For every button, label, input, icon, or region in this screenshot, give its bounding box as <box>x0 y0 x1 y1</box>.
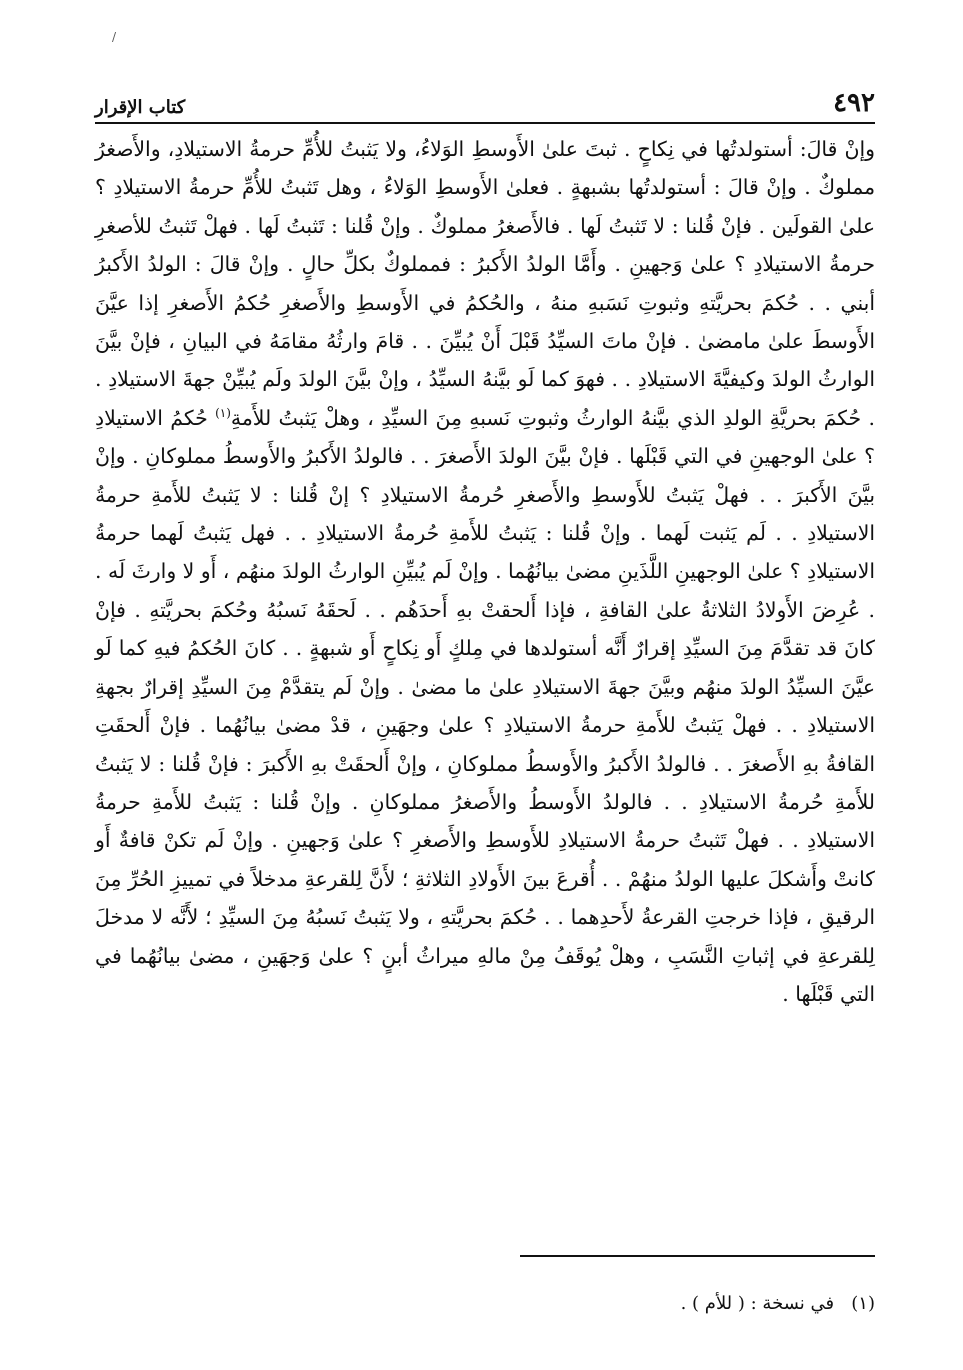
footnote <box>95 1290 875 1318</box>
header-rule <box>95 122 875 124</box>
footnote-text: في نسخة : ( للأم ) . <box>680 1293 835 1314</box>
page-header <box>95 86 875 118</box>
main-text-part-1: وإنْ قالَ: أستولدتُها في نِكاحٍ . ثبتَ علىٰ الأَوسطِ الوَلاءُ، ولا يَثبتُ للأُمِّ حرمةُ الاستيلادِ، والأَصغرُ مملوكٌ . وإنْ قالَ : أستولدتُها بشبهةٍ . فعلىٰ الأَوسطِ الوَلاءُ ، وهل تَثبتُ للأُمِّ حرمةُ الاستيلادِ ؟ علىٰ القولَين . فإنْ قُلنا : لا تَثبتُ لَها . فالأَصغرُ مملوكٌ . وإنْ قُلنا : تَثبتُ لَها . فهلْ تَثبتُ للأصغرِ حرمةُ الاستيلادِ ؟ علىٰ وَجهينِ . وأَمَّا الولدُ الأَكبرُ : فمملوكٌ بكلِّ حالٍ . وإنْ قالَ : الولدُ الأَكبرُ أبني . . حُكمَ بحريَّتهِ وثبوتِ نَسَبهِ منهُ ، والحُكمُ في الأَوسطِ والأَصغرِ حُكمُ الأَصغرِ إذا عيَّنَ الأَوسطَ علىٰ مامضىٰ . فإنْ ماتَ السيِّدُ قَبْلَ أَنْ يُبيِّنَ . . قامَ وارثُهُ مقامَهُ في البيانِ ، فإنْ بيَّنَ الوارثُ الولدَ وكيفيَّةَ الاستيلادِ . . فهوَ كما لَو بيَّنهُ السيِّدُ ، وإنْ بيَّنَ الولدَ ولَم يُبيِّنْ جهةَ الاستيلادِ . . حُكمَ بحريَّةِ الولدِ الذي بيَّنهُ الوارثُ وثبوتِ نَسبهِ مِنَ السيِّدِ ، وهلْ يَثبتُ للأَمةِ <box>95 137 875 430</box>
main-text-part-2: حُكمُ الاستيلادِ ؟ علىٰ الوجهينِ في التي قَبْلَها . فإنْ بيَّنَ الولدَ الأَصغرَ . . فالولدُ الأَكبرُ والأَوسطُ مملوكانِ . وإنْ بيَّنَ الأَكبرَ . . فهلْ يَثبتُ للأَوسطِ والأَصغرِ حُرمةُ الاستيلادِ ؟ إنْ قُلنا : لا يَثبتُ للأَمةِ حرمةُ الاستيلادِ . . لَم يَثبت لَهما . وإنْ قُلنا : يَثبتُ للأَمةِ حُرمةُ الاستيلادِ . . فهل يَثبتُ لَهما حرمةُ الاستيلادِ ؟ علىٰ الوجهينِ اللَّذَينِ مضىٰ بيانُهُما . وإنْ لَم يُبيِّنِ الوارثُ الولدَ منهُم ، أَو لا وارثَ لَه . . عُرِضَ الأَولادُ الثلاثةُ علىٰ القافةِ ، فإذا أَلحقتْ بهِ أَحدَهُم . . لَحقَهُ نَسبُهُ وحُكمَ بحريَّتهِ . فإنْ كانَ قد تقدَّمَ مِنَ السيِّدِ إقرارٌ أَنَّه أستولدها في مِلكٍ أَو نِكاحٍ أَو شبهةٍ . . كانَ الحُكمُ فيهِ كما لَو عيَّنَ السيِّدُ الولدَ منهُم وبيَّنَ جهةَ الاستيلادِ علىٰ ما مضىٰ . وإنْ لَم يتقدَّمْ مِنَ السيِّدِ إقرارٌ بجهةِ الاستيلادِ . . فهلْ يَثبتُ للأَمةِ حرمةُ الاستيلادِ ؟ علىٰ وجهَينِ ، قدْ مضىٰ بيانُهُما . فإنْ أَلحقَتِ القافةُ بهِ الأَصغرَ . . فالولدُ الأَكبرُ والأَوسطُ مملوكانِ ، وإنْ أَلحقَتْ بهِ الأَكبرَ : فإنْ قُلنا : لا يَثبتُ للأَمةِ حُرمةُ الاستيلادِ . . فالولدُ الأَوسطُ والأَصغرُ مملوكانِ . وإنْ قُلنا : يَثبتُ للأَمةِ حرمةُ الاستيلادِ . . فهلْ تَثبتُ حرمةُ الاستيلادِ للأَوسطِ والأَصغرِ ؟ علىٰ وَجهينِ . وإنْ لَم تكنْ قافةٌ أَو كانتْ وأَشكلَ عليها الولدُ منهُمْ . . أُقرعَ بينَ الأَولادِ الثلاثةِ ؛ لأَنَّ لِلقرعةِ مدخلاً في تمييزِ الحُرِّ مِنَ الرقيقِ ، فإذا خرجتِ القرعةُ لأَحدِهما . . حُكمَ بحريَّتهِ ، ولا يَثبتُ نَسبُهُ مِنَ السيِّدِ ؛ لأَنَّه لا مدخلَ لِلقرعةِ في إثباتِ النَّسَبِ ، وهلْ يُوقَفُ مِنْ مالهِ ميراثُ أبنٍ ؟ علىٰ وَجهَينِ ، مضىٰ بيانُهُما في التي قَبْلَها . <box>95 405 875 1006</box>
running-title: كتاب الإقرار <box>95 97 186 118</box>
page-number: ٤٩٢ <box>833 88 875 118</box>
footnote-marker: (١) <box>215 406 231 421</box>
footnote-rule <box>520 1255 875 1257</box>
stray-mark: / <box>112 30 117 44</box>
main-text <box>95 130 875 1013</box>
footnote-number: (١) <box>851 1293 875 1314</box>
